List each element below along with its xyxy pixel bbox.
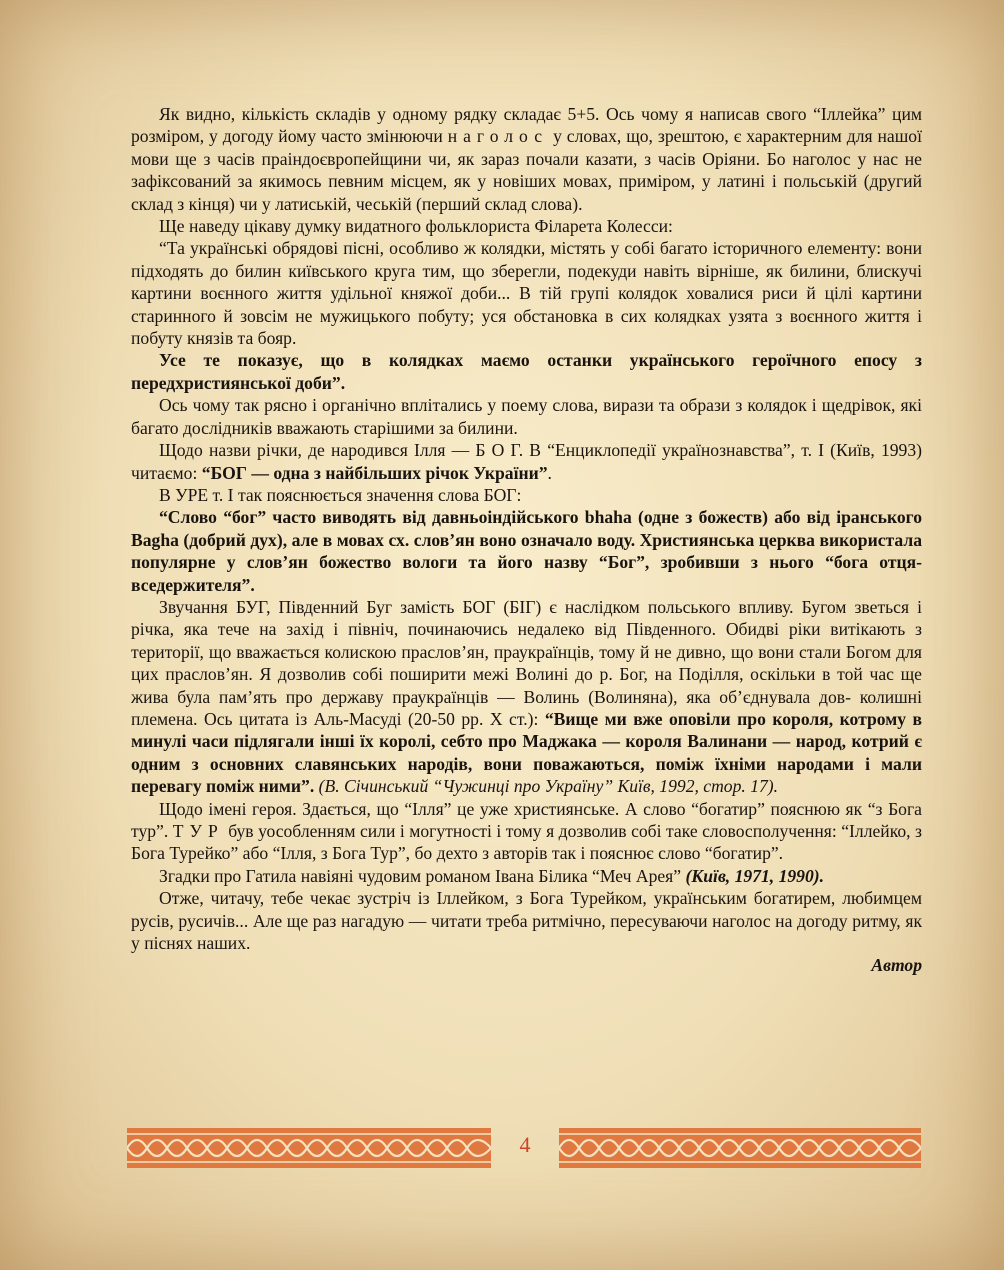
paragraph: В УРЕ т. І так пояснюється значення слова БОГ: (159, 484, 522, 505)
page-number: 4 (519, 1132, 531, 1157)
paragraph: Звучання БУГ, Південний Буг замість БОГ (БІГ) є наслідком польського впливу. Бугом зветься і річка, яка тече на захід і північ, починаючись недалеко від Південного. Обидві ріки витікають з території, що вважається колискою праслов’ян, праукраїнців, тому й не дивно, що вони стали Богом для цих праслов’ян. Я дозволив собі поширити межі Волині до р. Бог, на Поділля, оскільки в той час ще жива була пам’ять про державу праукраїнців — Волинь (Волиняна), яка об’єднувала дов- колишні племена. Ось цитата із Аль-Масуді (20-50 рр. Х ст.): “Вище ми вже оповіли про короля, котрому в минулі часи підлягали інші їх королі, себто про Маджака — короля Валинани — народ, котрий є одним з основних славянських народів, вони поважаються, поміж їхніми народами і мали перевагу поміж ними”. (В. Січинський “Чужинці про Україну” Київ, 1992, стор. 17). (131, 596, 922, 797)
paragraph: Ще наведу цікаву думку видатного фольклориста Філарета Колесси: (159, 216, 673, 237)
paragraph: Згадки про Гатила навіяні чудовим романом Івана Білика “Меч Арея” (Київ, 1971, 1990). (159, 865, 825, 886)
celtic-knot-border-right-icon (559, 1128, 921, 1168)
author-signature: Автор (871, 955, 922, 976)
paragraph: Як видно, кількість складів у одному рядку складає 5+5. Ось чому я написав свого “Іллейка” цим розміром, у догоду йому часто змінюючи наголос у словах, що, зрештою, є характерним для нашої мови ще з часів праіндоєвропейщини чи, як зараз почали казати, з часів Оріяни. Бо наголос у нас не зафіксований за якимось певним місцем, як у новіших мовах, приміром, у латині і польській (другий склад з кінця) чи у латиській, чеській (перший склад слова). (131, 104, 922, 214)
paragraph: Отже, читачу, тебе чекає зустріч із Іллейком, з Бога Турейком, українським богатирем, любимцем русів, русичів... Але ще раз нагадую — читати треба ритмічно, пересуваючи наголос на догоду ритму, як у піснях наших. (131, 888, 922, 954)
paragraph: Ось чому так рясно і органічно вплітались у поему слова, вирази та образи з колядок і щедрівок, які багато дослідників вважають старішими за билини. (131, 395, 922, 438)
article-body (131, 103, 922, 977)
paragraph: Усе те показує, що в колядках маємо останки українського героїчного епосу з передхристиянської доби”. (131, 350, 922, 393)
paragraph: Щодо назви річки, де народився Ілля — Б О Г. В “Енциклопедії українознавства”, т. І (Київ, 1993) читаємо: “БОГ — одна з найбільших річок України”. (131, 440, 922, 483)
paragraph: “Слово “бог” часто виводять від давньоіндійського bhaha (одне з божеств) або від іранського Bagha (добрий дух), але в мовах сх. слов’ян воно означало воду. Християнська церква використала популярне у слов’ян божество вологи та його назву “Бог”, зробивши з нього “бога отця-вседержителя”. (131, 507, 922, 595)
celtic-knot-border-left-icon (127, 1128, 491, 1168)
paragraph: Щодо імені героя. Здається, що “Ілля” це уже християнське. А слово “богатир” пояснюю як “з Бога тур”. ТУР був уособленням сили і могутності і тому я дозволив собі таке словосполучення: “Іллейко, з Бога Турейко” або “Ілля, з Бога Тур”, бо дехто з авторів так і пояснює слово “богатир”. (131, 798, 922, 864)
paragraph: “Та українські обрядові пісні, особливо ж колядки, містять у собі багато історичного елементу: вони підходять до билин київського круга тим, що зберегли, подекуди навіть вірніше, як билини, блискучі картини воєнного життя удільної княжої доби... В тій групі колядок ховалися риси й цілі картини старинного й зовсім не мужицького побуту; уся обстановка в сих колядках узята з воєнного життя і побуту князів та бояр. (131, 238, 922, 349)
